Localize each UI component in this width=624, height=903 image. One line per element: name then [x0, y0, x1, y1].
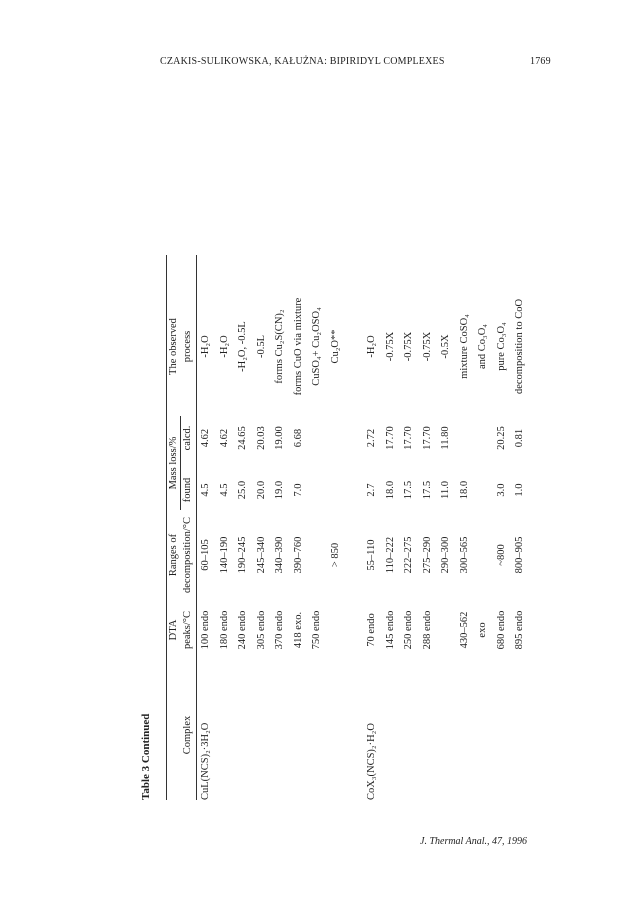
range-cell: 60–105 — [200, 539, 211, 571]
process-cell: -0.75X — [384, 331, 396, 362]
header-ranges-sub: decomposition/°C — [182, 517, 193, 593]
found-cell: 4.5 — [200, 483, 211, 497]
calcd-cell: 17.70 — [421, 426, 433, 450]
found-cell: 2.7 — [366, 483, 377, 497]
header-dta: DTA — [168, 619, 179, 641]
dta-cell: 750 endo — [311, 610, 322, 650]
dta-cell: 305 endo — [255, 610, 267, 650]
found-cell: 18.0 — [458, 480, 470, 500]
process-cell: -H₂O — [366, 335, 377, 358]
header-dta-sub: peaks/°C — [182, 610, 193, 650]
dta-cell: exo — [477, 622, 488, 638]
dta-cell: 430–562 — [458, 611, 470, 649]
process-cell: and Co₃O₄ — [477, 324, 488, 369]
dta-cell: 240 endo — [237, 610, 248, 650]
journal-footer: J. Thermal Anal., 47, 1996 — [420, 836, 528, 847]
process-cell: pure Co₃O₄ — [495, 322, 507, 371]
found-cell: 19.0 — [274, 480, 285, 500]
complex-1-formula: CuL(NCS)₂·3H₂O — [200, 722, 211, 800]
header-process: The observed — [168, 318, 179, 375]
header-calcd: calcd. — [182, 425, 193, 451]
found-cell: 18.0 — [384, 480, 396, 500]
range-cell: 190–245 — [237, 536, 248, 574]
process-cell: -H₂O — [200, 335, 211, 358]
range-cell: > 850 — [329, 542, 341, 568]
dta-cell: 100 endo — [200, 610, 211, 650]
running-head: CZAKIS-SULIKOWSKA, KAŁUŻNA: BIPIRIDYL COMPLEXES — [160, 56, 445, 67]
process-cell: -0.5X — [440, 334, 451, 359]
found-cell: 4.5 — [218, 483, 230, 497]
dta-cell: 250 endo — [403, 610, 414, 650]
dta-cell: 680 endo — [495, 610, 507, 650]
header-complex: Complex — [182, 715, 193, 755]
range-cell: 390–760 — [292, 536, 304, 574]
dta-cell: 370 endo — [274, 610, 285, 650]
found-cell: 17.5 — [403, 480, 414, 500]
process-cell: -0.75X — [421, 331, 433, 362]
process-cell: -H₂O — [218, 335, 230, 358]
header-found: found — [182, 477, 193, 503]
range-cell: 245–340 — [255, 536, 267, 574]
calcd-cell: 19.00 — [274, 426, 285, 450]
process-cell: mixture CoSO₄ — [458, 314, 470, 379]
found-cell: 20.0 — [255, 480, 267, 500]
process-cell: Cu₂O** — [329, 329, 341, 364]
calcd-cell: 17.70 — [403, 426, 414, 450]
calcd-cell: 4.62 — [218, 428, 230, 448]
process-cell: CuSO₄+ Cu₂OSO₄ — [311, 307, 322, 386]
range-cell: 800–905 — [514, 536, 525, 574]
header-process-sub: process — [182, 330, 193, 363]
range-cell: 222–275 — [403, 536, 414, 574]
calcd-cell: 20.25 — [495, 426, 507, 450]
dta-cell: 180 endo — [218, 610, 230, 650]
calcd-cell: 6.68 — [292, 428, 304, 448]
calcd-cell: 24.65 — [237, 426, 248, 450]
range-cell: ~800 — [495, 544, 507, 566]
dta-cell: 145 endo — [384, 610, 396, 650]
calcd-cell: 11.80 — [440, 426, 451, 450]
process-cell: -H₂O, -0.5L — [237, 321, 248, 372]
header-ranges: Ranges of — [168, 533, 179, 577]
range-cell: 290–300 — [440, 536, 451, 574]
calcd-cell: 2.72 — [366, 428, 377, 448]
range-cell: 110–222 — [384, 536, 396, 574]
found-cell: 7.0 — [292, 483, 304, 497]
range-cell: 275–290 — [421, 536, 433, 574]
process-cell: decomposition to CoO — [514, 298, 525, 395]
calcd-cell: 4.62 — [200, 428, 211, 448]
process-cell: forms Cu₂S(CN)₂ — [274, 309, 285, 384]
complex-2-formula: CoX₃(NCS)₂·H₂O — [366, 723, 377, 800]
table-header-rule — [196, 255, 197, 800]
page-number: 1769 — [530, 56, 551, 67]
table-caption: Table 3 Continued — [140, 713, 152, 800]
found-cell: 11.0 — [440, 481, 451, 499]
range-cell: 300–565 — [458, 536, 470, 574]
calcd-cell: 20.03 — [255, 426, 267, 450]
rotated-table — [140, 120, 530, 800]
process-cell: -0.75X — [403, 331, 414, 362]
dta-cell: 895 endo — [514, 610, 525, 650]
process-cell: -0.5L — [255, 334, 267, 359]
found-cell: 1.0 — [514, 483, 525, 497]
calcd-cell: 17.70 — [384, 426, 396, 450]
process-cell: forms CuO via mixture — [292, 297, 304, 396]
found-cell: 17.5 — [421, 480, 433, 500]
mass-loss-rule — [180, 416, 181, 510]
calcd-cell: 0.81 — [514, 428, 525, 448]
found-cell: 25.0 — [237, 480, 248, 500]
range-cell: 55–110 — [366, 539, 377, 571]
range-cell: 340–390 — [274, 536, 285, 574]
header-mass-loss: Mass loss/% — [168, 436, 179, 490]
found-cell: 3.0 — [495, 483, 507, 497]
dta-cell: 288 endo — [421, 610, 433, 650]
dta-cell: 70 endo — [366, 613, 377, 647]
dta-cell: 418 exo. — [292, 611, 304, 649]
range-cell: 140–190 — [218, 536, 230, 574]
table-top-rule — [166, 255, 167, 800]
